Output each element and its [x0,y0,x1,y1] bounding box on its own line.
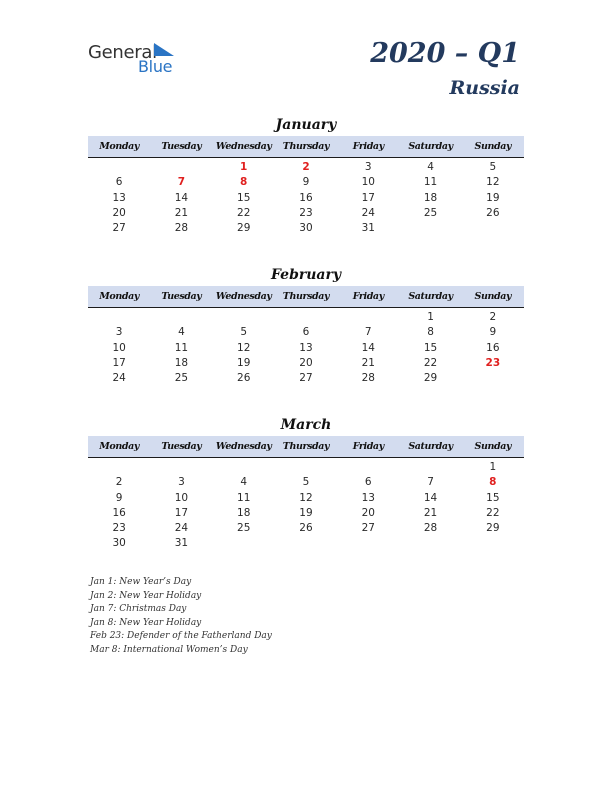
date-cell: 13 [361,491,375,504]
date-cell [462,536,524,551]
holiday-note: Jan 8: New Year Holiday [90,617,202,628]
date-cell [275,536,337,551]
weekday-header [88,136,524,158]
date-cell: 25 [174,372,189,385]
week-row [88,356,524,371]
holiday-date-cell: 1 [240,161,248,173]
date-cell: 14 [423,491,438,504]
week-row [88,521,524,536]
weekday-label: Monday [99,441,139,452]
date-cell: 16 [486,341,500,354]
date-cell [462,371,524,386]
date-cell: 9 [302,176,310,189]
month-calendar-february [88,266,524,386]
week-row [88,325,524,340]
date-cell: 28 [361,372,375,385]
weekday-label: Wednesday [215,291,272,302]
date-cell: 25 [237,522,251,535]
date-cell: 5 [489,161,497,173]
weekday-label: Tuesday [161,141,202,152]
date-cell [399,221,461,236]
date-cell: 21 [423,506,438,519]
date-cell: 22 [423,356,438,369]
month-title: January [275,117,337,133]
weekday-label: Wednesday [215,441,272,452]
date-cell [88,460,150,475]
week-row [88,175,524,190]
date-cell: 26 [237,372,251,385]
month-grid [88,308,524,386]
weekday-label: Saturday [408,441,453,452]
date-cell: 19 [237,356,251,369]
date-cell [213,536,275,551]
week-row [88,460,524,475]
date-cell: 7 [364,326,372,339]
date-cell: 17 [361,191,375,204]
holiday-note: Jan 1: New Year’s Day [90,577,192,587]
week-row [88,310,524,325]
brand-word-blue: Blue [138,57,173,76]
weekday-label: Thursday [282,141,330,152]
holiday-date-cell: 7 [177,176,186,189]
date-cell: 16 [299,191,313,204]
date-cell: 5 [302,476,310,489]
holiday-note: Feb 23: Defender of the Fatherland Day [90,631,272,642]
date-cell: 21 [174,206,189,219]
holiday-date-cell: 2 [302,161,310,173]
date-cell: 9 [489,326,497,339]
date-cell [399,460,461,475]
month-grid [88,158,524,236]
holiday-note: Jan 7: Christmas Day [90,604,187,615]
date-cell: 12 [237,341,251,354]
week-row [88,206,524,221]
date-cell [150,310,212,325]
holiday-date-cell: 8 [489,476,497,489]
date-cell: 15 [237,191,251,204]
weekday-label: Sunday [474,441,512,452]
date-cell: 18 [237,506,251,519]
weekday-label: Wednesday [215,141,272,152]
date-cell: 10 [112,341,126,354]
brand-flag-icon [154,43,174,56]
date-cell: 29 [237,222,251,235]
date-cell: 6 [364,476,372,489]
date-cell: 1 [489,461,497,473]
date-cell: 12 [486,176,500,189]
month-calendar-march [88,416,524,552]
weekday-label: Sunday [474,141,512,152]
date-cell: 13 [112,191,126,204]
week-row [88,371,524,386]
date-cell: 14 [174,191,189,204]
date-cell: 15 [486,491,500,504]
date-cell: 7 [427,476,434,489]
date-cell [88,310,150,325]
weekday-label: Tuesday [161,291,202,302]
date-cell: 2 [115,476,123,489]
date-cell: 12 [299,491,313,504]
month-title: February [270,267,341,283]
month-calendar-january [88,116,524,236]
date-cell: 21 [361,356,375,369]
date-cell: 8 [427,326,434,339]
date-cell: 18 [423,191,438,204]
date-cell: 19 [299,506,313,519]
weekday-label: Friday [352,291,384,302]
week-row [88,191,524,206]
weekday-header [88,286,524,308]
week-row [88,536,524,551]
holiday-date-cell: 23 [485,356,501,369]
date-cell: 28 [423,522,438,535]
date-cell: 11 [174,341,189,354]
date-cell: 4 [427,161,434,173]
date-cell: 30 [299,222,313,235]
week-row [88,491,524,506]
date-cell: 17 [174,506,189,519]
date-cell: 29 [423,372,438,385]
date-cell: 29 [486,522,500,535]
weekday-label: Friday [352,441,384,452]
date-cell [337,310,399,325]
date-cell: 22 [486,506,500,519]
holiday-note: Mar 8: International Women’s Day [90,644,248,655]
date-cell [150,460,212,475]
date-cell [275,460,337,475]
date-cell: 19 [486,191,500,204]
date-cell: 24 [112,372,126,385]
date-cell: 22 [237,206,251,219]
weekday-label: Saturday [408,141,453,152]
holiday-list [90,576,272,658]
date-cell: 2 [489,311,497,323]
date-cell: 11 [237,491,251,504]
date-cell [150,160,212,175]
date-cell: 5 [240,326,248,339]
date-cell: 24 [174,522,189,535]
week-row [88,506,524,521]
date-cell: 31 [174,537,189,550]
date-cell [213,460,275,475]
date-cell: 14 [361,341,375,354]
date-cell: 3 [178,476,185,489]
week-row [88,341,524,356]
holiday-date-cell: 8 [240,176,248,189]
date-cell [462,221,524,236]
date-cell: 6 [115,176,123,189]
date-cell: 15 [423,341,438,354]
brand-logo [88,40,188,76]
date-cell [88,160,150,175]
date-cell: 23 [112,522,126,535]
date-cell: 3 [115,326,123,339]
date-cell: 25 [423,206,438,219]
page-title: 2020 – Q1 [370,38,520,69]
date-cell [213,310,275,325]
holiday-note: Jan 2: New Year Holiday [90,590,202,601]
date-cell: 13 [299,341,313,354]
date-cell: 23 [299,206,313,219]
date-cell: 6 [302,326,310,339]
date-cell [275,310,337,325]
date-cell: 3 [364,161,372,173]
date-cell: 26 [299,522,313,535]
weekday-label: Thursday [282,291,330,302]
date-cell: 27 [112,222,126,235]
date-cell: 17 [112,356,126,369]
weekday-header [88,436,524,458]
date-cell: 18 [174,356,189,369]
date-cell: 27 [299,372,313,385]
date-cell: 4 [240,476,248,489]
date-cell: 10 [174,491,189,504]
date-cell: 11 [423,176,438,189]
week-row [88,160,524,175]
month-title: March [280,417,332,433]
date-cell: 28 [174,222,189,235]
date-cell: 26 [486,206,500,219]
weekday-label: Thursday [282,441,330,452]
date-cell: 20 [361,506,375,519]
date-cell [399,536,461,551]
date-cell: 20 [112,206,126,219]
month-grid [88,458,524,552]
weekday-label: Friday [352,141,384,152]
weekday-label: Tuesday [161,441,202,452]
date-cell: 27 [361,522,375,535]
week-row [88,221,524,236]
date-cell [337,460,399,475]
date-cell: 31 [361,222,375,235]
date-cell [337,536,399,551]
weekday-label: Sunday [474,291,512,302]
country-name: Russia [449,77,520,99]
date-cell: 30 [112,537,126,550]
date-cell: 9 [115,491,123,504]
weekday-label: Monday [99,141,139,152]
date-cell: 20 [299,356,313,369]
date-cell: 4 [178,326,185,339]
date-cell: 1 [427,311,434,323]
week-row [88,475,524,490]
date-cell: 10 [361,176,375,189]
date-cell: 24 [361,206,375,219]
weekday-label: Saturday [408,291,453,302]
weekday-label: Monday [99,291,139,302]
brand-word-general: General [88,42,157,63]
date-cell: 16 [112,506,126,519]
